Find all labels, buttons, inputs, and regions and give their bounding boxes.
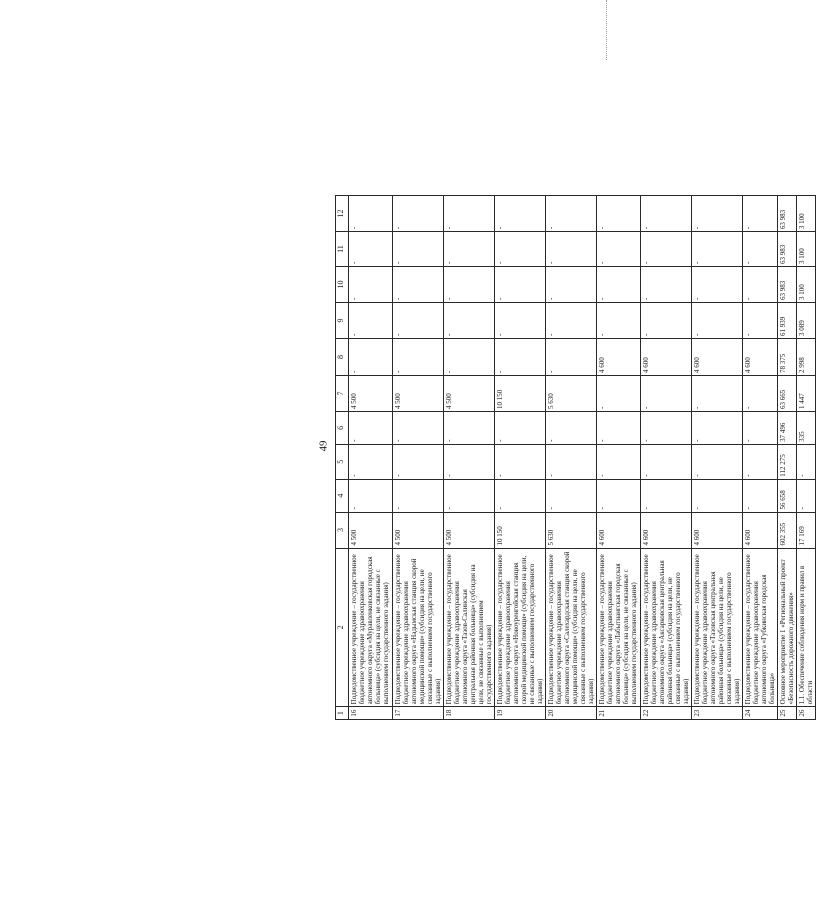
value-cell: -	[393, 267, 444, 303]
value-cell: 5 630	[546, 512, 597, 548]
row-number-cell: 20	[546, 707, 597, 720]
value-cell: -	[546, 479, 597, 512]
value-cell: 4 600	[692, 338, 743, 375]
column-header: 7	[336, 376, 349, 412]
value-cell: 1 447	[797, 376, 816, 412]
value-cell: 3 100	[797, 267, 816, 303]
row-number-cell: 26	[797, 707, 816, 720]
value-cell: -	[444, 232, 495, 267]
value-cell: 3 100	[797, 196, 816, 232]
value-cell: 4 600	[597, 338, 641, 375]
value-cell: -	[393, 444, 444, 479]
value-cell: -	[349, 232, 393, 267]
description-cell: Подведомственное учреждение – государственное бюджетное учреждение здравоохранения автономного округа «Надымская станция скорой медицинской помощи» (субсидия на цели, не связанные с выполнением государственного задания)	[393, 548, 444, 707]
value-cell: -	[495, 412, 546, 445]
value-cell: -	[546, 302, 597, 338]
value-cell: -	[743, 232, 778, 267]
description-cell: Подведомственное учреждение – государственное бюджетное учреждение здравоохранения автономного округа «Новоуренгойская станция скорой медицинской помощи» (субсидия на цели, не связанные с выполнением государственного задания)	[495, 548, 546, 707]
value-cell: -	[692, 412, 743, 445]
value-cell: -	[641, 479, 692, 512]
description-cell: Подведомственное учреждение – государственное бюджетное учреждение здравоохранения автономного округа «Аксарковская центральная районная больница» (субсидия на цели, не связанные с выполнением государственного задания)	[641, 548, 692, 707]
value-cell: -	[495, 338, 546, 375]
table-body	[349, 196, 816, 720]
value-cell: 112 275	[778, 444, 797, 479]
description-cell: Подведомственное учреждение – государственное бюджетное учреждение здравоохранения автономного округа «Губкинская городская больница»	[743, 548, 778, 707]
value-cell: -	[349, 267, 393, 303]
value-cell: -	[743, 267, 778, 303]
table-row	[495, 196, 546, 720]
value-cell: -	[692, 444, 743, 479]
value-cell: -	[797, 444, 816, 479]
value-cell: 17 169	[797, 512, 816, 548]
value-cell: -	[692, 267, 743, 303]
value-cell: -	[641, 412, 692, 445]
value-cell: -	[597, 302, 641, 338]
value-cell: -	[495, 479, 546, 512]
page-edge-mark	[606, 0, 608, 60]
row-number-cell: 19	[495, 707, 546, 720]
value-cell: 10 150	[495, 376, 546, 412]
value-cell: 4 500	[444, 512, 495, 548]
value-cell: -	[641, 376, 692, 412]
column-header: 12	[336, 196, 349, 232]
column-header: 1	[336, 707, 349, 720]
value-cell: -	[597, 444, 641, 479]
value-cell: 56 658	[778, 479, 797, 512]
value-cell: 61 939	[778, 302, 797, 338]
column-header: 8	[336, 338, 349, 375]
value-cell: 37 496	[778, 412, 797, 445]
value-cell: 335	[797, 412, 816, 445]
value-cell: -	[546, 444, 597, 479]
value-cell: -	[495, 232, 546, 267]
value-cell: -	[641, 196, 692, 232]
table-row	[444, 196, 495, 720]
value-cell: -	[349, 338, 393, 375]
row-number-cell: 23	[692, 707, 743, 720]
value-cell: -	[393, 412, 444, 445]
value-cell: -	[546, 338, 597, 375]
description-cell: Подведомственное учреждение – государственное бюджетное учреждение здравоохранения автономного округа «Лабытнангская городская больница» (субсидия на цели, не связанные с выполнением государственного задания)	[597, 548, 641, 707]
description-cell: Подведомственное учреждение – государственное бюджетное учреждение здравоохранения автономного округа «Тазовская центральная районная больница» (субсидия на цели, не связанные с выполнением государственного задания)	[692, 548, 743, 707]
value-cell: -	[349, 196, 393, 232]
page-number: 49	[317, 440, 330, 452]
table-row	[778, 196, 797, 720]
value-cell: -	[641, 444, 692, 479]
value-cell: 4 500	[349, 376, 393, 412]
description-cell: 1.1. Обеспечение соблюдения норм и правил в области	[797, 548, 816, 707]
row-number-cell: 18	[444, 707, 495, 720]
value-cell: 602 355	[778, 512, 797, 548]
table-row	[641, 196, 692, 720]
value-cell: -	[444, 412, 495, 445]
value-cell: -	[743, 302, 778, 338]
rotated-table-container	[335, 195, 814, 720]
value-cell: 10 150	[495, 512, 546, 548]
value-cell: 3 100	[797, 232, 816, 267]
value-cell: -	[797, 479, 816, 512]
value-cell: -	[444, 267, 495, 303]
row-number-cell: 24	[743, 707, 778, 720]
row-number-cell: 17	[393, 707, 444, 720]
value-cell: -	[546, 412, 597, 445]
value-cell: -	[444, 338, 495, 375]
value-cell: -	[444, 302, 495, 338]
value-cell: -	[393, 302, 444, 338]
description-cell: Основное мероприятие 1 «Региональный проект «Безопасность дорожного движения»	[778, 548, 797, 707]
value-cell: -	[641, 232, 692, 267]
budget-table	[335, 195, 816, 720]
table-row	[546, 196, 597, 720]
value-cell: 4 500	[393, 512, 444, 548]
value-cell: 4 600	[641, 338, 692, 375]
description-cell: Подведомственное учреждение – государственное бюджетное учреждение здравоохранения автономного округа «Салехардская станция скорой медицинской помощи» (субсидия на цели, не связанные с выполнением государственного задания)	[546, 548, 597, 707]
value-cell: -	[393, 479, 444, 512]
row-number-cell: 25	[778, 707, 797, 720]
column-header: 2	[336, 548, 349, 707]
value-cell: -	[743, 412, 778, 445]
column-header: 6	[336, 412, 349, 445]
value-cell: -	[444, 479, 495, 512]
value-cell: 4 600	[597, 512, 641, 548]
value-cell: 4 500	[349, 512, 393, 548]
row-number-cell: 22	[641, 707, 692, 720]
value-cell: 4 600	[692, 512, 743, 548]
value-cell: -	[393, 196, 444, 232]
value-cell: -	[692, 302, 743, 338]
value-cell: -	[495, 444, 546, 479]
value-cell: -	[495, 302, 546, 338]
value-cell: -	[444, 196, 495, 232]
value-cell: -	[349, 412, 393, 445]
value-cell: -	[641, 302, 692, 338]
column-header: 5	[336, 444, 349, 479]
value-cell: 4 500	[444, 376, 495, 412]
value-cell: 4 600	[743, 338, 778, 375]
value-cell: -	[692, 376, 743, 412]
value-cell: 63 665	[778, 376, 797, 412]
value-cell: -	[495, 267, 546, 303]
value-cell: -	[546, 232, 597, 267]
description-cell: Подведомственное учреждение – государственное бюджетное учреждение здравоохранения автономного округа «Тазов-Салинская центральная районная больница» (субсидия на цели, не связанные с выполнением государственного задания)	[444, 548, 495, 707]
value-cell: 4 600	[743, 512, 778, 548]
value-cell: -	[743, 479, 778, 512]
row-number-cell: 16	[349, 707, 393, 720]
table-row	[349, 196, 393, 720]
table-header-row	[336, 196, 349, 720]
value-cell: 4 600	[641, 512, 692, 548]
value-cell: -	[597, 232, 641, 267]
value-cell: -	[546, 196, 597, 232]
description-cell: Подведомственное учреждение – государственное бюджетное учреждение здравоохранения автономного округа «Муравленковская городская больница» (субсидия на цели, не связанные с выполнением государственного задания)	[349, 548, 393, 707]
column-header: 3	[336, 512, 349, 548]
value-cell: -	[349, 479, 393, 512]
value-cell: -	[692, 232, 743, 267]
value-cell: -	[393, 232, 444, 267]
value-cell: 3 089	[797, 302, 816, 338]
value-cell: -	[692, 196, 743, 232]
value-cell: 63 983	[778, 232, 797, 267]
value-cell: -	[597, 479, 641, 512]
table-row	[692, 196, 743, 720]
value-cell: 5 630	[546, 376, 597, 412]
column-header: 4	[336, 479, 349, 512]
value-cell: -	[597, 412, 641, 445]
value-cell: -	[546, 267, 597, 303]
column-header: 11	[336, 232, 349, 267]
table-row	[393, 196, 444, 720]
table-row	[597, 196, 641, 720]
table-row	[797, 196, 816, 720]
value-cell: -	[641, 267, 692, 303]
value-cell: -	[495, 196, 546, 232]
table-row	[743, 196, 778, 720]
value-cell: -	[597, 376, 641, 412]
column-header: 10	[336, 267, 349, 303]
value-cell: -	[349, 444, 393, 479]
value-cell: -	[743, 444, 778, 479]
value-cell: -	[743, 376, 778, 412]
value-cell: 2 998	[797, 338, 816, 375]
value-cell: -	[597, 196, 641, 232]
value-cell: -	[349, 302, 393, 338]
value-cell: -	[692, 479, 743, 512]
value-cell: 78 375	[778, 338, 797, 375]
value-cell: -	[393, 338, 444, 375]
value-cell: -	[743, 196, 778, 232]
value-cell: 63 983	[778, 196, 797, 232]
value-cell: 4 500	[393, 376, 444, 412]
value-cell: -	[444, 444, 495, 479]
row-number-cell: 21	[597, 707, 641, 720]
value-cell: 63 983	[778, 267, 797, 303]
column-header: 9	[336, 302, 349, 338]
value-cell: -	[597, 267, 641, 303]
